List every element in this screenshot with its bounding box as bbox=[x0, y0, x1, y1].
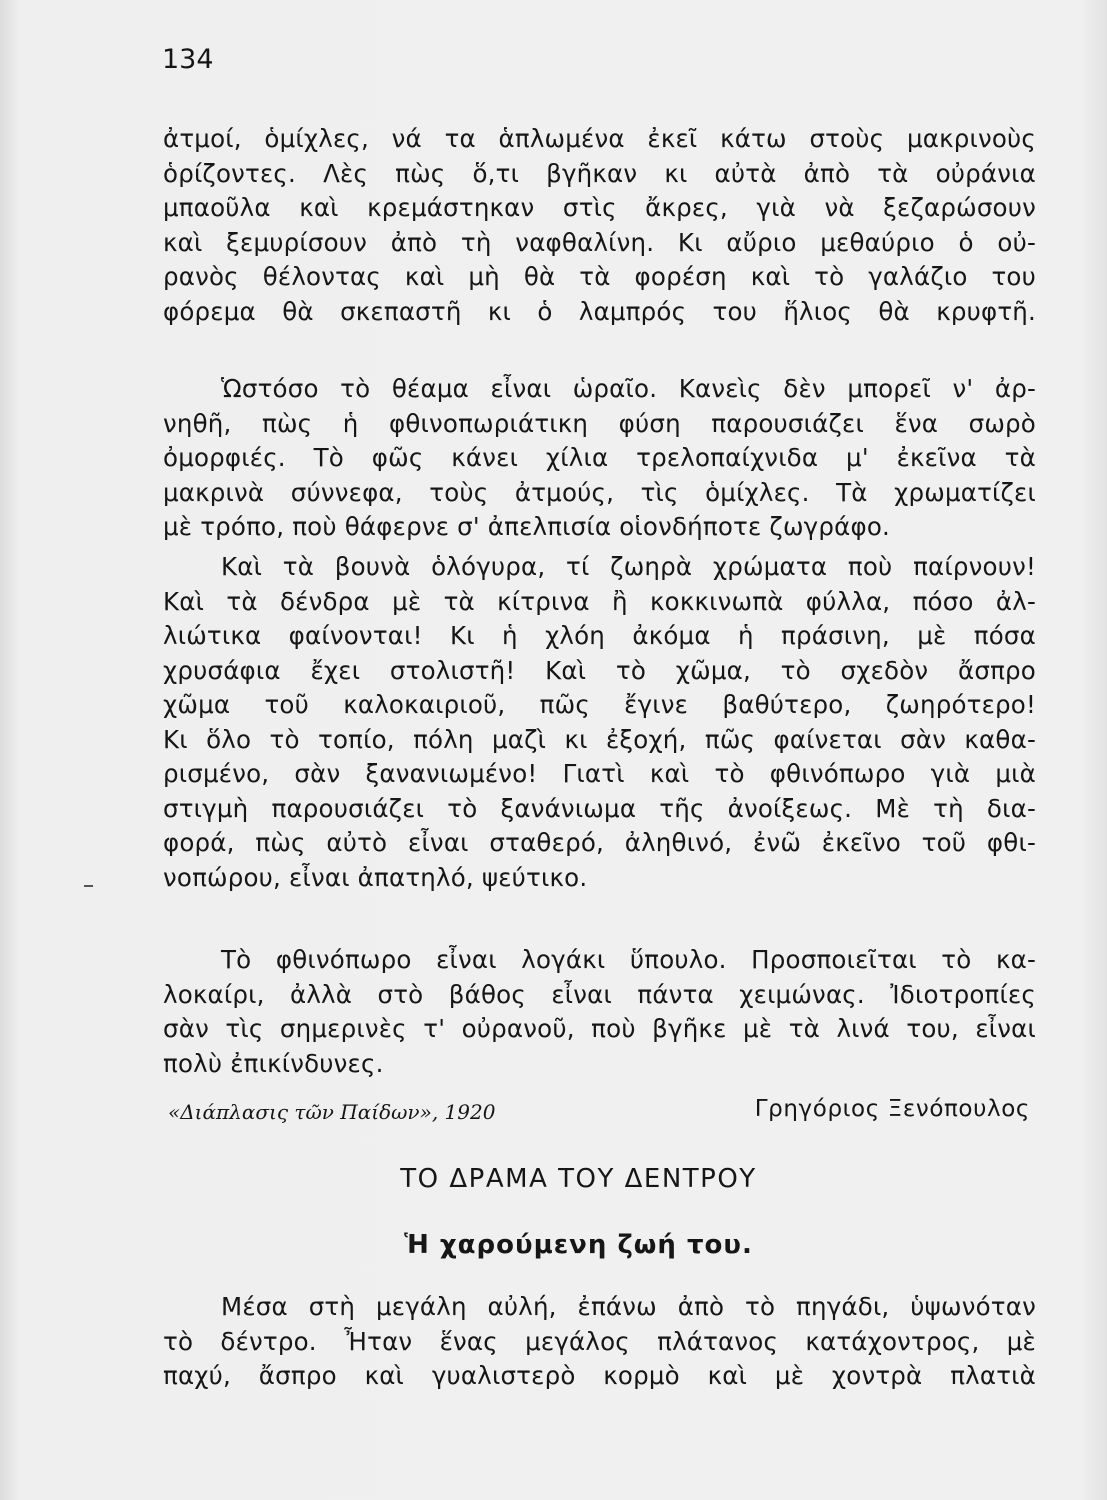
text-line: φόρεμα θὰ σκεπαστῆ κι ὁ λαμπρός του ἥλιος θὰ κρυφτῆ. bbox=[163, 296, 1036, 326]
text-line: νηθῆ, πὼς ἡ φθινοπωριάτικη φύση παρουσιάζει ἕνα σωρὸ bbox=[163, 408, 1036, 438]
paragraph-2 bbox=[163, 372, 1036, 545]
text-line: Ὡστόσο τὸ θέαμα εἶναι ὡραῖο. Κανεὶς δὲν μπορεῖ ν' ἀρ- bbox=[221, 374, 1036, 403]
text-line: Τὸ φθινόπωρο εἶναι λογάκι ὕπουλο. Προσποιεῖται τὸ κα- bbox=[221, 945, 1036, 974]
source-citation: «Διάπλασις τῶν Παίδων», 1920 bbox=[168, 1100, 496, 1124]
text-line: μακρινὰ σύννεφα, τοὺς ἀτμούς, τὶς ὁμίχλες. Τὰ χρωματίζει bbox=[163, 477, 1036, 507]
text-line: ρισμένο, σὰν ξανανιωμένο! Γιατὶ καὶ τὸ φθινόπωρο γιὰ μιὰ bbox=[163, 759, 1036, 788]
paragraph-5 bbox=[163, 1290, 1036, 1394]
section-subtitle: Ἡ χαρούμενη ζωή του. bbox=[404, 1230, 753, 1260]
text-line: ἀτμοί, ὁμίχλες, νά τα ἁπλωμένα ἐκεῖ κάτω στοὺς μακρινοὺς bbox=[163, 124, 1036, 153]
text-line: καὶ ξεμυρίσουν ἀπὸ τὴ ναφθαλίνη. Κι αὔριο μεθαύριο ὁ οὐ- bbox=[163, 227, 1036, 257]
page-number: 134 bbox=[162, 44, 214, 75]
text-line: παχύ, ἄσπρο καὶ γυαλιστερὸ κορμὸ καὶ μὲ χοντρὰ πλατιὰ bbox=[163, 1361, 1036, 1390]
paragraph-1 bbox=[163, 122, 1036, 329]
text-line: λοκαίρι, ἀλλὰ στὸ βάθος εἶναι πάντα χειμώνας. Ἰδιοτροπίες bbox=[163, 979, 1036, 1009]
margin-mark bbox=[84, 885, 93, 887]
text-line: χῶμα τοῦ καλοκαιριοῦ, πῶς ἔγινε βαθύτερο, ζωηρότερο! bbox=[163, 690, 1036, 719]
section-title: ΤΟ ΔΡΑΜΑ ΤΟΥ ΔΕΝΤΡΟΥ bbox=[400, 1164, 757, 1194]
paragraph-3 bbox=[163, 550, 1036, 895]
author-name: Γρηγόριος Ξενόπουλος bbox=[754, 1096, 1030, 1122]
text-line: στιγμὴ παρουσιάζει τὸ ξανάνιωμα τῆς ἀνοίξεως. Μὲ τὴ δια- bbox=[163, 793, 1036, 823]
text-line: σὰν τὶς σημερινὲς τ' οὐρανοῦ, ποὺ βγῆκε μὲ τὰ λινά του, εἶναι bbox=[163, 1014, 1036, 1043]
attribution bbox=[168, 1096, 1030, 1130]
paragraph-4 bbox=[163, 943, 1036, 1081]
text-line: Καὶ τὰ βουνὰ ὁλόγυρα, τί ζωηρὰ χρώματα ποὺ παίρνουν! bbox=[221, 552, 1036, 581]
text-line: χρυσάφια ἔχει στολιστῆ! Καὶ τὸ χῶμα, τὸ σχεδὸν ἄσπρο bbox=[163, 655, 1036, 685]
text-line: ὀμορφιές. Τὸ φῶς κάνει χίλια τρελοπαίχνιδα μ' ἐκεῖνα τὰ bbox=[163, 443, 1036, 472]
text-line: μπαοῦλα καὶ κρεμάστηκαν στὶς ἄκρες, γιὰ νὰ ξεζαρώσουν bbox=[163, 193, 1036, 222]
text-line: Καὶ τὰ δένδρα μὲ τὰ κίτρινα ἢ κοκκινωπὰ φύλλα, πόσο ἀλ- bbox=[163, 586, 1036, 616]
text-line: ὁρίζοντες. Λὲς πὼς ὅ,τι βγῆκαν κι αὐτὰ ἀπὸ τὰ οὐράνια bbox=[163, 158, 1036, 188]
text-line: φορά, πὼς αὐτὸ εἶναι σταθερό, ἀληθινό, ἐνῶ ἐκεῖνο τοῦ φθι- bbox=[163, 828, 1036, 857]
text-line: Κι ὅλο τὸ τοπίο, πόλη μαζὶ κι ἐξοχή, πῶς φαίνεται σὰν καθα- bbox=[163, 724, 1036, 754]
text-line: Μέσα στὴ μεγάλη αὐλή, ἐπάνω ἀπὸ τὸ πηγάδι, ὑψωνόταν bbox=[221, 1292, 1036, 1321]
text-line: λιώτικα φαίνονται! Κι ἡ χλόη ἀκόμα ἡ πράσινη, μὲ πόσα bbox=[163, 621, 1036, 650]
text-line: νοπώρου, εἶναι ἀπατηλό, ψεύτικο. bbox=[163, 862, 588, 892]
text-line: πολὺ ἐπικίνδυνες. bbox=[163, 1048, 384, 1078]
text-line: ρανὸς θέλοντας καὶ μὴ θὰ τὰ φορέση καὶ τὸ γαλάζιο του bbox=[163, 262, 1036, 291]
text-line: τὸ δέντρο. Ἦταν ἕνας μεγάλος πλάτανος κατάχοντρος, μὲ bbox=[163, 1326, 1036, 1356]
text-line: μὲ τρόπο, ποὺ θάφερνε σ' ἀπελπισία οἱονδήποτε ζωγράφο. bbox=[163, 512, 891, 541]
